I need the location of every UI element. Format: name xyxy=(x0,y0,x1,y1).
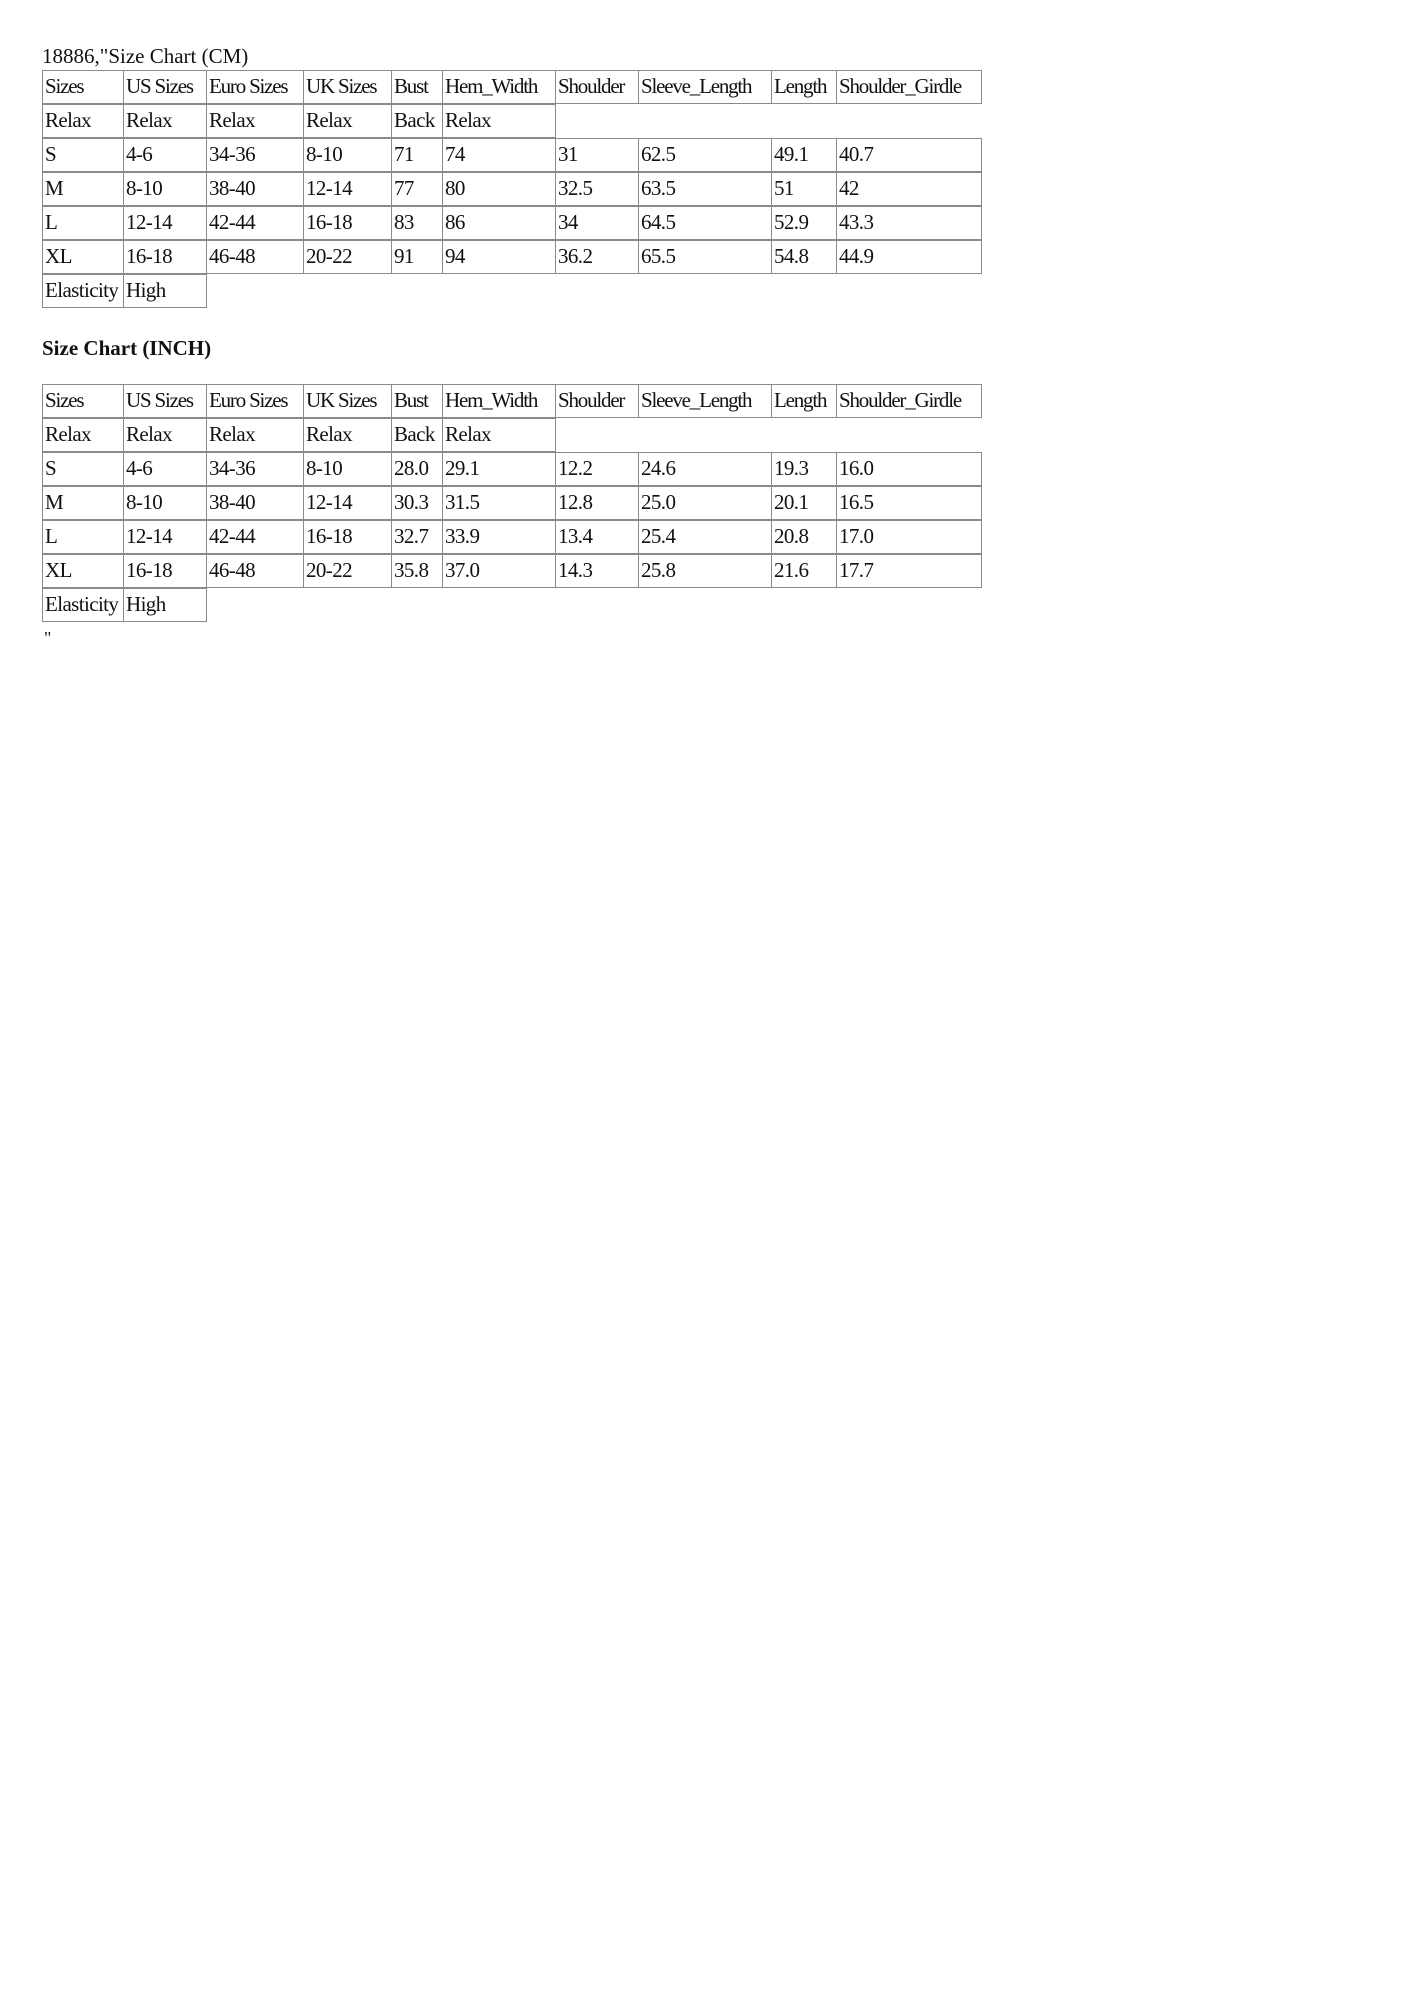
table-cell: 37.0 xyxy=(442,554,556,588)
table-cell: Relax xyxy=(42,104,124,138)
table-cell: 35.8 xyxy=(391,554,443,588)
header-cell: Shoulder_Girdle xyxy=(836,70,982,104)
table-cell: 38-40 xyxy=(206,172,304,206)
table-cell: 12-14 xyxy=(303,486,392,520)
table-cell: 8-10 xyxy=(123,172,207,206)
header-cell: Sizes xyxy=(42,70,124,104)
table-cell: 17.0 xyxy=(836,520,982,554)
header-cell: Length xyxy=(771,70,837,104)
table-cell: 21.6 xyxy=(771,554,837,588)
header-cell: Bust xyxy=(391,70,443,104)
table-cell: 34-36 xyxy=(206,138,304,172)
table-cell: 46-48 xyxy=(206,240,304,274)
table-cell: Relax xyxy=(42,418,124,452)
table-cell: 33.9 xyxy=(442,520,556,554)
table-cell: 8-10 xyxy=(303,138,392,172)
table-cell: High xyxy=(123,274,207,308)
table-row xyxy=(42,486,992,520)
table-cell: S xyxy=(42,452,124,486)
inch-chart-title: Size Chart (INCH) xyxy=(42,336,212,360)
header-cell: Sleeve_Length xyxy=(638,70,772,104)
table-row xyxy=(42,172,992,206)
table-cell: Relax xyxy=(206,418,304,452)
table-cell: 20.1 xyxy=(771,486,837,520)
table-cell: 8-10 xyxy=(123,486,207,520)
table-cell: 25.0 xyxy=(638,486,772,520)
table-cell: Elasticity xyxy=(42,274,124,308)
table-cell: S xyxy=(42,138,124,172)
table-cell: Relax xyxy=(303,104,392,138)
table-cell: Relax xyxy=(206,104,304,138)
table-cell: 19.3 xyxy=(771,452,837,486)
table-cell: 30.3 xyxy=(391,486,443,520)
table-cell: Relax xyxy=(123,104,207,138)
table-cell: 71 xyxy=(391,138,443,172)
table-cell: 83 xyxy=(391,206,443,240)
table-cell: XL xyxy=(42,240,124,274)
table-cell: 25.4 xyxy=(638,520,772,554)
table-cell: 13.4 xyxy=(555,520,639,554)
header-cell: Shoulder xyxy=(555,70,639,104)
table-cell: 20-22 xyxy=(303,240,392,274)
header-cell: Length xyxy=(771,384,837,418)
table-cell: 14.3 xyxy=(555,554,639,588)
inch-size-table xyxy=(42,384,992,622)
cm-chart-title: 18886,"Size Chart (CM) xyxy=(42,44,249,68)
table-cell: High xyxy=(123,588,207,622)
table-cell: Relax xyxy=(303,418,392,452)
table-cell: 31.5 xyxy=(442,486,556,520)
table-header-row xyxy=(42,384,992,418)
table-cell: 4-6 xyxy=(123,138,207,172)
cm-size-table xyxy=(42,70,992,308)
table-row xyxy=(42,554,992,588)
table-cell: Back xyxy=(391,418,443,452)
table-cell: 86 xyxy=(442,206,556,240)
table-cell: 42 xyxy=(836,172,982,206)
table-cell: 12.2 xyxy=(555,452,639,486)
table-row xyxy=(42,138,992,172)
fit-row xyxy=(42,418,992,452)
table-cell: 74 xyxy=(442,138,556,172)
header-cell: US Sizes xyxy=(123,384,207,418)
table-cell: 38-40 xyxy=(206,486,304,520)
header-cell: Euro Sizes xyxy=(206,384,304,418)
fit-row xyxy=(42,104,992,138)
table-cell: M xyxy=(42,172,124,206)
table-cell: 31 xyxy=(555,138,639,172)
elasticity-row xyxy=(42,274,992,308)
table-cell: 16.5 xyxy=(836,486,982,520)
table-cell: 16.0 xyxy=(836,452,982,486)
table-cell: 4-6 xyxy=(123,452,207,486)
table-cell: Relax xyxy=(442,104,556,138)
table-cell: Relax xyxy=(123,418,207,452)
table-cell: 8-10 xyxy=(303,452,392,486)
table-cell: 54.8 xyxy=(771,240,837,274)
header-cell: UK Sizes xyxy=(303,384,392,418)
table-cell: 32.7 xyxy=(391,520,443,554)
table-cell: 34-36 xyxy=(206,452,304,486)
table-cell: 32.5 xyxy=(555,172,639,206)
table-cell: 42-44 xyxy=(206,520,304,554)
table-cell: Back xyxy=(391,104,443,138)
table-header-row xyxy=(42,70,992,104)
table-cell: 12.8 xyxy=(555,486,639,520)
table-row xyxy=(42,520,992,554)
table-cell: Relax xyxy=(442,418,556,452)
table-row xyxy=(42,240,992,274)
header-cell: UK Sizes xyxy=(303,70,392,104)
table-cell: 12-14 xyxy=(123,206,207,240)
table-cell: 65.5 xyxy=(638,240,772,274)
table-cell: L xyxy=(42,520,124,554)
table-cell: 20-22 xyxy=(303,554,392,588)
header-cell: Hem_Width xyxy=(442,70,556,104)
table-cell: 63.5 xyxy=(638,172,772,206)
table-cell: 16-18 xyxy=(123,240,207,274)
table-cell: 44.9 xyxy=(836,240,982,274)
table-cell: 43.3 xyxy=(836,206,982,240)
table-cell: 16-18 xyxy=(123,554,207,588)
table-cell: L xyxy=(42,206,124,240)
header-cell: Sleeve_Length xyxy=(638,384,772,418)
closing-quote-text: " xyxy=(44,628,52,648)
table-cell: 52.9 xyxy=(771,206,837,240)
table-cell: 20.8 xyxy=(771,520,837,554)
table-cell: 91 xyxy=(391,240,443,274)
table-cell: 77 xyxy=(391,172,443,206)
table-cell: 12-14 xyxy=(123,520,207,554)
table-cell: 49.1 xyxy=(771,138,837,172)
header-cell: Bust xyxy=(391,384,443,418)
table-cell: 46-48 xyxy=(206,554,304,588)
header-cell: Shoulder_Girdle xyxy=(836,384,982,418)
header-cell: Euro Sizes xyxy=(206,70,304,104)
table-cell: 16-18 xyxy=(303,520,392,554)
header-cell: Hem_Width xyxy=(442,384,556,418)
table-cell: 40.7 xyxy=(836,138,982,172)
table-cell: 62.5 xyxy=(638,138,772,172)
table-cell: 36.2 xyxy=(555,240,639,274)
table-cell: M xyxy=(42,486,124,520)
table-cell: 64.5 xyxy=(638,206,772,240)
table-cell: 34 xyxy=(555,206,639,240)
table-cell: XL xyxy=(42,554,124,588)
table-cell: 80 xyxy=(442,172,556,206)
table-cell: 12-14 xyxy=(303,172,392,206)
header-cell: Shoulder xyxy=(555,384,639,418)
table-cell: 16-18 xyxy=(303,206,392,240)
table-cell: 17.7 xyxy=(836,554,982,588)
table-row xyxy=(42,206,992,240)
table-row xyxy=(42,452,992,486)
table-cell: 24.6 xyxy=(638,452,772,486)
table-cell: Elasticity xyxy=(42,588,124,622)
header-cell: Sizes xyxy=(42,384,124,418)
table-cell: 28.0 xyxy=(391,452,443,486)
table-cell: 94 xyxy=(442,240,556,274)
elasticity-row xyxy=(42,588,992,622)
table-cell: 25.8 xyxy=(638,554,772,588)
header-cell: US Sizes xyxy=(123,70,207,104)
table-cell: 29.1 xyxy=(442,452,556,486)
table-cell: 42-44 xyxy=(206,206,304,240)
table-cell: 51 xyxy=(771,172,837,206)
